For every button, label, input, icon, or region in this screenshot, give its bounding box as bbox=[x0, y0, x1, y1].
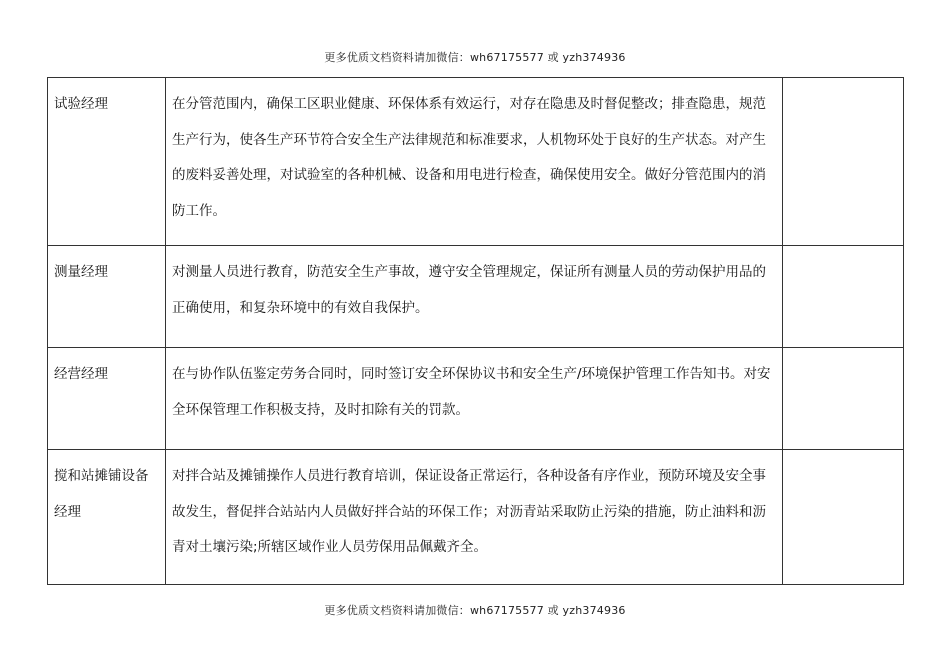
role-cell: 测量经理 bbox=[48, 246, 166, 348]
header-notice: 更多优质文档资料请加微信：wh67175577 或 yzh374936 bbox=[324, 51, 626, 64]
duty-cell: 对测量人员进行教育，防范安全生产事故，遵守安全管理规定，保证所有测量人员的劳动保护用品的正确使用，和复杂环境中的有效自我保护。 bbox=[166, 246, 783, 348]
role-cell: 搅和站摊铺设备经理 bbox=[48, 450, 166, 585]
duty-cell: 在与协作队伍鉴定劳务合同时，同时签订安全环保协议书和安全生产/环境保护管理工作告知书。对安全环保管理工作积极支持，及时扣除有关的罚款。 bbox=[166, 348, 783, 450]
responsibility-table bbox=[47, 77, 904, 585]
note-cell bbox=[783, 246, 904, 348]
table-row bbox=[48, 246, 904, 348]
note-cell bbox=[783, 348, 904, 450]
footer-notice: 更多优质文档资料请加微信：wh67175577 或 yzh374936 bbox=[324, 604, 626, 617]
note-cell bbox=[783, 450, 904, 585]
duty-cell: 对拌合站及摊铺操作人员进行教育培训，保证设备正常运行，各种设备有序作业，预防环境及安全事故发生，督促拌合站站内人员做好拌合站的环保工作；对沥青站采取防止污染的措施，防止油料和沥青对土壤污染;所辖区域作业人员劳保用品佩戴齐全。 bbox=[166, 450, 783, 585]
duty-cell: 在分管范围内，确保工区职业健康、环保体系有效运行，对存在隐患及时督促整改；排查隐患，规范生产行为，使各生产环节符合安全生产法律规范和标准要求，人机物环处于良好的生产状态。对产生的废料妥善处理，对试验室的各种机械、设备和用电进行检查，确保使用安全。做好分管范围内的消防工作。 bbox=[166, 78, 783, 246]
role-cell: 经营经理 bbox=[48, 348, 166, 450]
table-row bbox=[48, 348, 904, 450]
table-row bbox=[48, 78, 904, 246]
table-row bbox=[48, 450, 904, 585]
note-cell bbox=[783, 78, 904, 246]
role-cell: 试验经理 bbox=[48, 78, 166, 246]
